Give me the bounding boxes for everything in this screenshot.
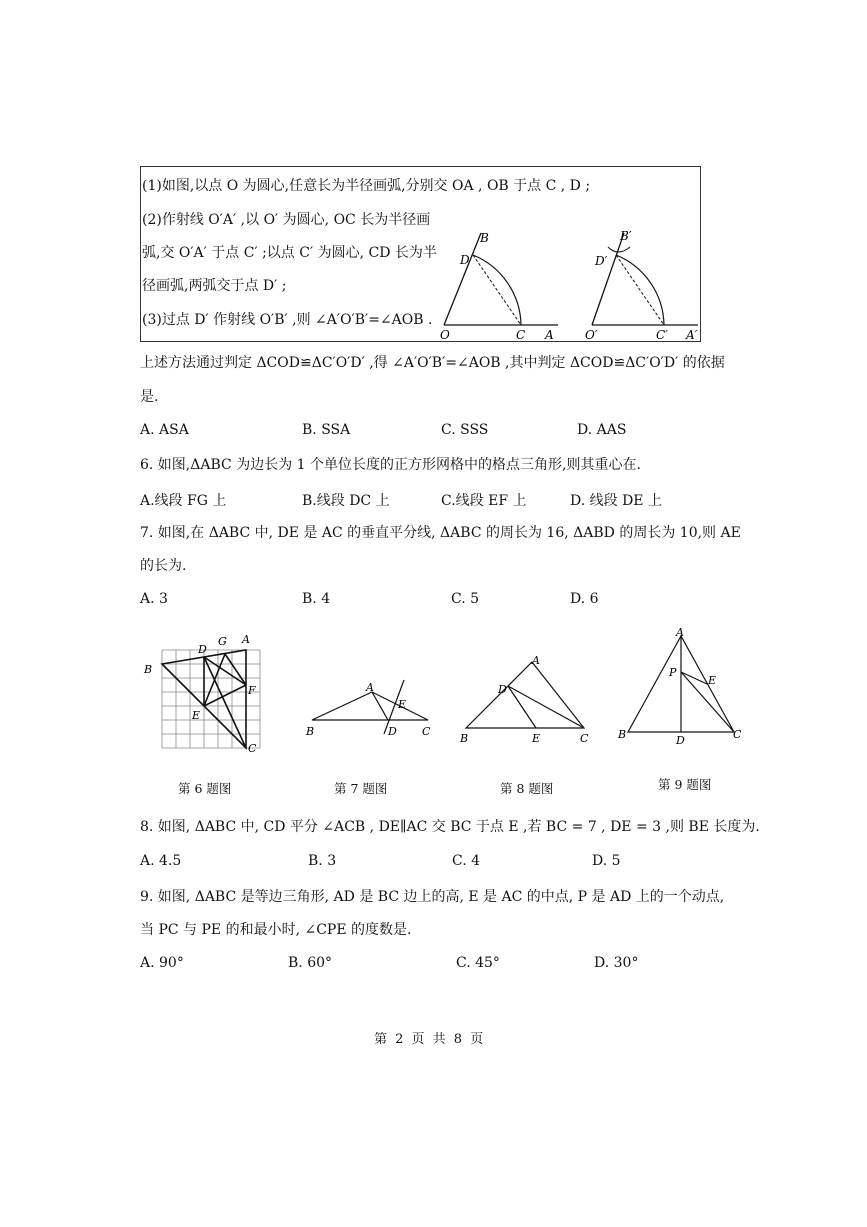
- q6-option-b: B.线段 DC 上: [302, 493, 390, 509]
- fig6-label-F: F: [248, 684, 256, 697]
- fig8-label-E: E: [532, 732, 541, 745]
- fig7-label-A: A: [366, 681, 374, 694]
- construction-figure-original: [430, 225, 560, 343]
- fig8-caption: 第 8 题图: [500, 781, 554, 796]
- fig8-label-D: D: [498, 683, 507, 696]
- fig7-caption: 第 7 题图: [334, 781, 388, 796]
- page-number: 第 2 页 共 8 页: [374, 1032, 486, 1047]
- fig7-label-D: D: [388, 725, 397, 738]
- q9-stem-line-1: 9. 如图, ΔABC 是等边三角形, AD 是 BC 边上的高, E 是 AC 的中点, P 是 AD 上的一个动点,: [140, 889, 725, 905]
- q7-stem-line-2: 的长为.: [140, 558, 187, 574]
- fig9-label-E: E: [708, 674, 717, 687]
- q5-stem-line-1: 上述方法通过判定 ΔCOD≌ΔC′O′D′ ,得 ∠A′O′B′=∠AOB ,其中判定 ΔCOD≌ΔC′O′D′ 的依据: [140, 355, 725, 371]
- label-B: B: [480, 231, 489, 245]
- fig7-label-B: B: [306, 725, 315, 738]
- fig6-label-C: C: [248, 742, 257, 755]
- q8-stem: 8. 如图, ΔABC 中, CD 平分 ∠ACB , DE∥AC 交 BC 于点 E ,若 BC = 7 , DE = 3 ,则 BE 长度为.: [140, 819, 760, 835]
- fig9-caption: 第 9 题图: [658, 777, 712, 792]
- q6-stem: 6. 如图,ΔABC 为边长为 1 个单位长度的正方形网格中的格点三角形,则其重心在.: [140, 457, 641, 473]
- label-A: A: [545, 328, 554, 342]
- fig9-label-B: B: [618, 728, 627, 741]
- fig7-label-E: E: [398, 698, 407, 711]
- label-O-prime: O′: [585, 328, 598, 342]
- q5-option-a: A. ASA: [140, 422, 189, 438]
- fig6-label-E: E: [192, 709, 201, 722]
- fig6-label-A: A: [242, 633, 250, 646]
- fig6-label-G: G: [218, 635, 227, 648]
- label-C: C: [516, 328, 526, 342]
- q9-option-b: B. 60°: [288, 955, 333, 971]
- label-O: O: [440, 328, 450, 342]
- label-D: D: [460, 253, 470, 267]
- fig8-label-A: A: [532, 654, 540, 667]
- step-3: (3)过点 D′ 作射线 O′B′ ,则 ∠A′O′B′=∠AOB .: [142, 312, 433, 328]
- q9-option-d: D. 30°: [594, 955, 639, 971]
- fig9-label-C: C: [733, 728, 742, 741]
- q7-option-c: C. 5: [451, 591, 480, 607]
- q8-option-a: A. 4.5: [140, 853, 182, 869]
- fig8-label-B: B: [460, 732, 469, 745]
- q6-option-d: D. 线段 DE 上: [570, 493, 662, 509]
- q8-option-d: D. 5: [592, 853, 621, 869]
- q7-option-b: B. 4: [302, 591, 331, 607]
- step-2-line-1: (2)作射线 O′A′ ,以 O′ 为圆心, OC 长为半径画: [142, 212, 431, 228]
- fig6-label-D: D: [198, 643, 207, 656]
- step-2-line-3: 径画弧,两弧交于点 D′ ;: [142, 278, 287, 294]
- fig8-label-C: C: [580, 732, 589, 745]
- q5-stem-line-2: 是.: [140, 389, 159, 405]
- figure-8: [456, 650, 596, 746]
- q9-option-a: A. 90°: [140, 955, 184, 971]
- step-2-line-2: 弧,交 O′A′ 于点 C′ ;以点 C′ 为圆心, CD 长为半: [142, 245, 437, 261]
- q9-option-c: C. 45°: [456, 955, 500, 971]
- fig7-label-C: C: [422, 725, 431, 738]
- label-C-prime: C′: [656, 328, 668, 342]
- figure-7: [300, 672, 440, 744]
- q7-stem-line-1: 7. 如图,在 ΔABC 中, DE 是 AC 的垂直平分线, ΔABC 的周长为 16, ΔABD 的周长为 10,则 AE: [140, 525, 741, 541]
- q9-stem-line-2: 当 PC 与 PE 的和最小时, ∠CPE 的度数是.: [140, 922, 412, 938]
- q5-option-d: D. AAS: [577, 422, 627, 438]
- q7-option-a: A. 3: [140, 591, 168, 607]
- q5-option-c: C. SSS: [441, 422, 489, 438]
- fig6-caption: 第 6 题图: [178, 781, 232, 796]
- q5-option-b: B. SSA: [302, 422, 351, 438]
- label-B-prime: B′: [620, 229, 632, 243]
- q6-option-c: C.线段 EF 上: [441, 493, 527, 509]
- fig9-label-A: A: [676, 626, 684, 639]
- label-D-prime: D′: [595, 254, 608, 268]
- fig9-label-D: D: [676, 734, 685, 747]
- q8-option-c: C. 4: [452, 853, 481, 869]
- label-A-prime: A′: [686, 328, 698, 342]
- q8-option-b: B. 3: [308, 853, 337, 869]
- fig6-label-B: B: [144, 663, 153, 676]
- figure-9: [614, 624, 746, 748]
- q6-option-a: A.线段 FG 上: [140, 493, 227, 509]
- step-1: (1)如图,以点 O 为圆心,任意长为半径画弧,分别交 OA , OB 于点 C , D ;: [142, 178, 591, 194]
- construction-figure-copy: [578, 225, 702, 343]
- figure-6-grid: [140, 630, 270, 756]
- fig9-label-P: P: [669, 666, 677, 679]
- q7-option-d: D. 6: [570, 591, 599, 607]
